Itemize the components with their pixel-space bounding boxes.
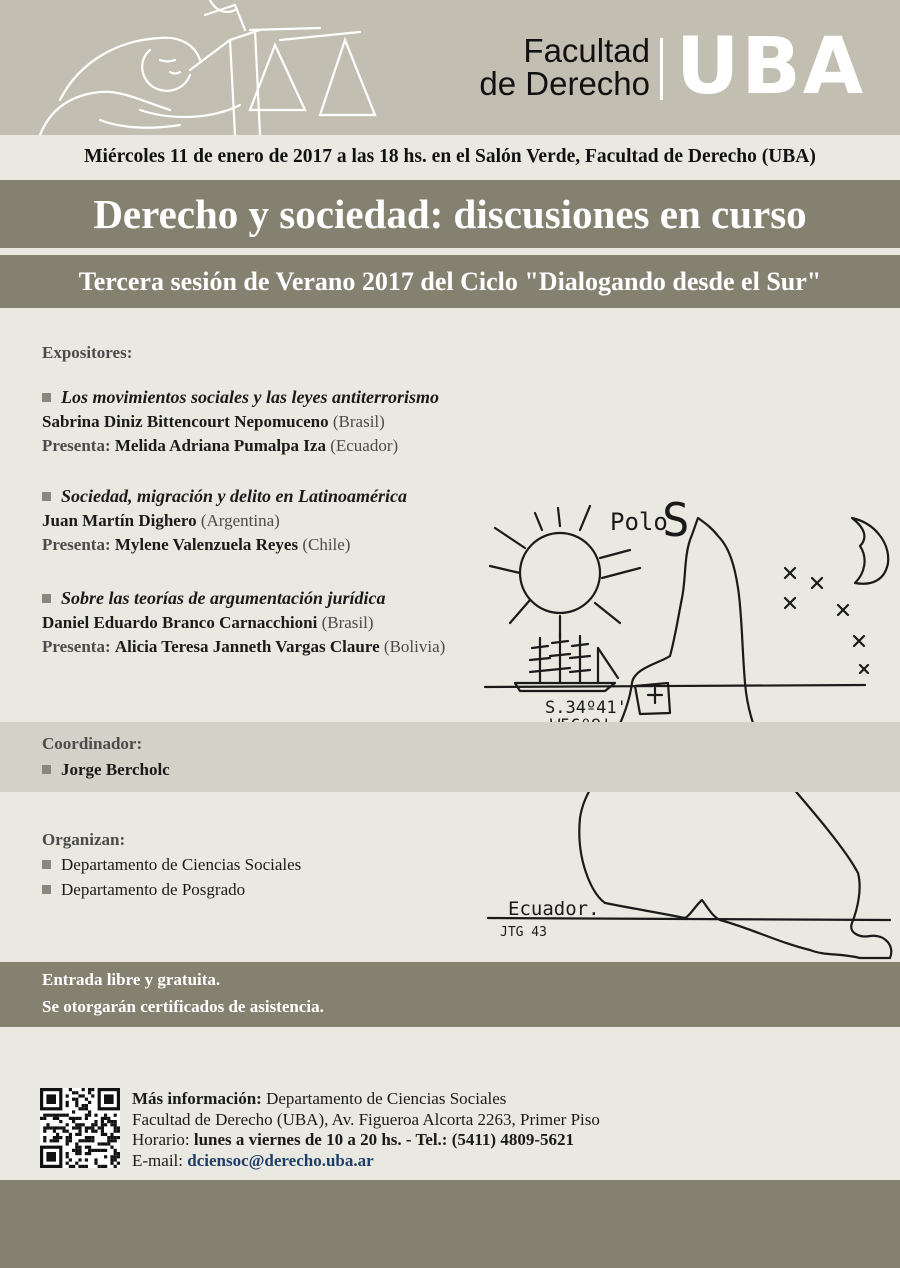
coordinator-label: Coordinador: [42, 734, 143, 753]
map-label-ecuador: Ecuador. [508, 898, 600, 920]
bullet-icon [42, 765, 51, 774]
logo-divider [660, 38, 663, 100]
event-date-location: Miércoles 11 de enero de 2017 a las 18 hs. en el Salón Verde, Facultad de Derecho (UBA) [84, 146, 816, 167]
map-label-s: S [662, 493, 690, 547]
talk-title: Sociedad, migración y delito en Latinoamérica [42, 484, 407, 509]
organizer-item: Departamento de Ciencias Sociales [42, 853, 301, 877]
bullet-icon [42, 393, 51, 402]
talk-presenter: Presenta: Melida Adriana Pumalpa Iza (Ecuador) [42, 436, 399, 455]
talk-speaker: Sabrina Diniz Bittencourt Nepomuceno (Brasil) [42, 412, 385, 431]
bullet-icon [42, 885, 51, 894]
email-link[interactable]: dciensoc@derecho.uba.ar [187, 1150, 374, 1170]
event-title: Derecho y sociedad: discusiones en curso [93, 191, 807, 237]
organizer-item: Departamento de Posgrado [42, 878, 245, 902]
faculty-line-2: de Derecho [479, 65, 650, 102]
email-line: E-mail: dciensoc@derecho.uba.ar [132, 1150, 374, 1170]
hours-line: Horario: lunes a viernes de 10 a 20 hs. - Tel.: (5411) 4809-5621 [132, 1130, 574, 1149]
lady-justice-illustration [20, 0, 400, 135]
faculty-line-1: Facultad [523, 32, 650, 69]
bullet-icon [42, 594, 51, 603]
bullet-icon [42, 860, 51, 869]
organizers-label: Organizan: [42, 830, 126, 849]
faculty-name [460, 34, 650, 100]
talk-presenter: Presenta: Alicia Teresa Janneth Vargas Claure (Bolivia) [42, 637, 446, 656]
talk-3 [42, 586, 445, 659]
talk-title: Los movimientos sociales y las leyes antiterrorismo [42, 385, 439, 410]
map-signature: JTG 43 [500, 925, 547, 940]
talk-2 [42, 484, 407, 557]
more-info-line: Más información: Departamento de Ciencias Sociales [132, 1089, 507, 1108]
talk-presenter: Presenta: Mylene Valenzuela Reyes (Chile) [42, 535, 351, 554]
certificates-text: Se otorgarán certificados de asistencia. [42, 997, 324, 1016]
address-line: Facultad de Derecho (UBA), Av. Figueroa Alcorta 2263, Primer Piso [132, 1109, 600, 1129]
footer-notice [42, 966, 324, 1020]
uba-logo: UBA [676, 22, 866, 112]
talk-1 [42, 385, 439, 458]
talk-speaker: Daniel Eduardo Branco Carnacchioni (Brasil) [42, 613, 374, 632]
bullet-icon [42, 492, 51, 501]
map-label-polo: Polo [610, 508, 668, 536]
coordinator-name: Jorge Bercholc [42, 758, 170, 782]
event-subtitle: Tercera sesión de Verano 2017 del Ciclo "Dialogando desde el Sur" [78, 267, 822, 296]
talk-speaker: Juan Martín Dighero (Argentina) [42, 511, 280, 530]
talk-title: Sobre las teorías de argumentación jurídica [42, 586, 445, 611]
header-banner [0, 0, 900, 135]
qr-code[interactable] [40, 1088, 120, 1168]
speakers-label: Expositores: [42, 343, 133, 362]
free-entry-text: Entrada libre y gratuita. [42, 970, 221, 989]
map-coordinate-lat: S.34º41' [545, 698, 627, 718]
bottom-band [0, 1180, 900, 1268]
contact-info [132, 1089, 600, 1171]
